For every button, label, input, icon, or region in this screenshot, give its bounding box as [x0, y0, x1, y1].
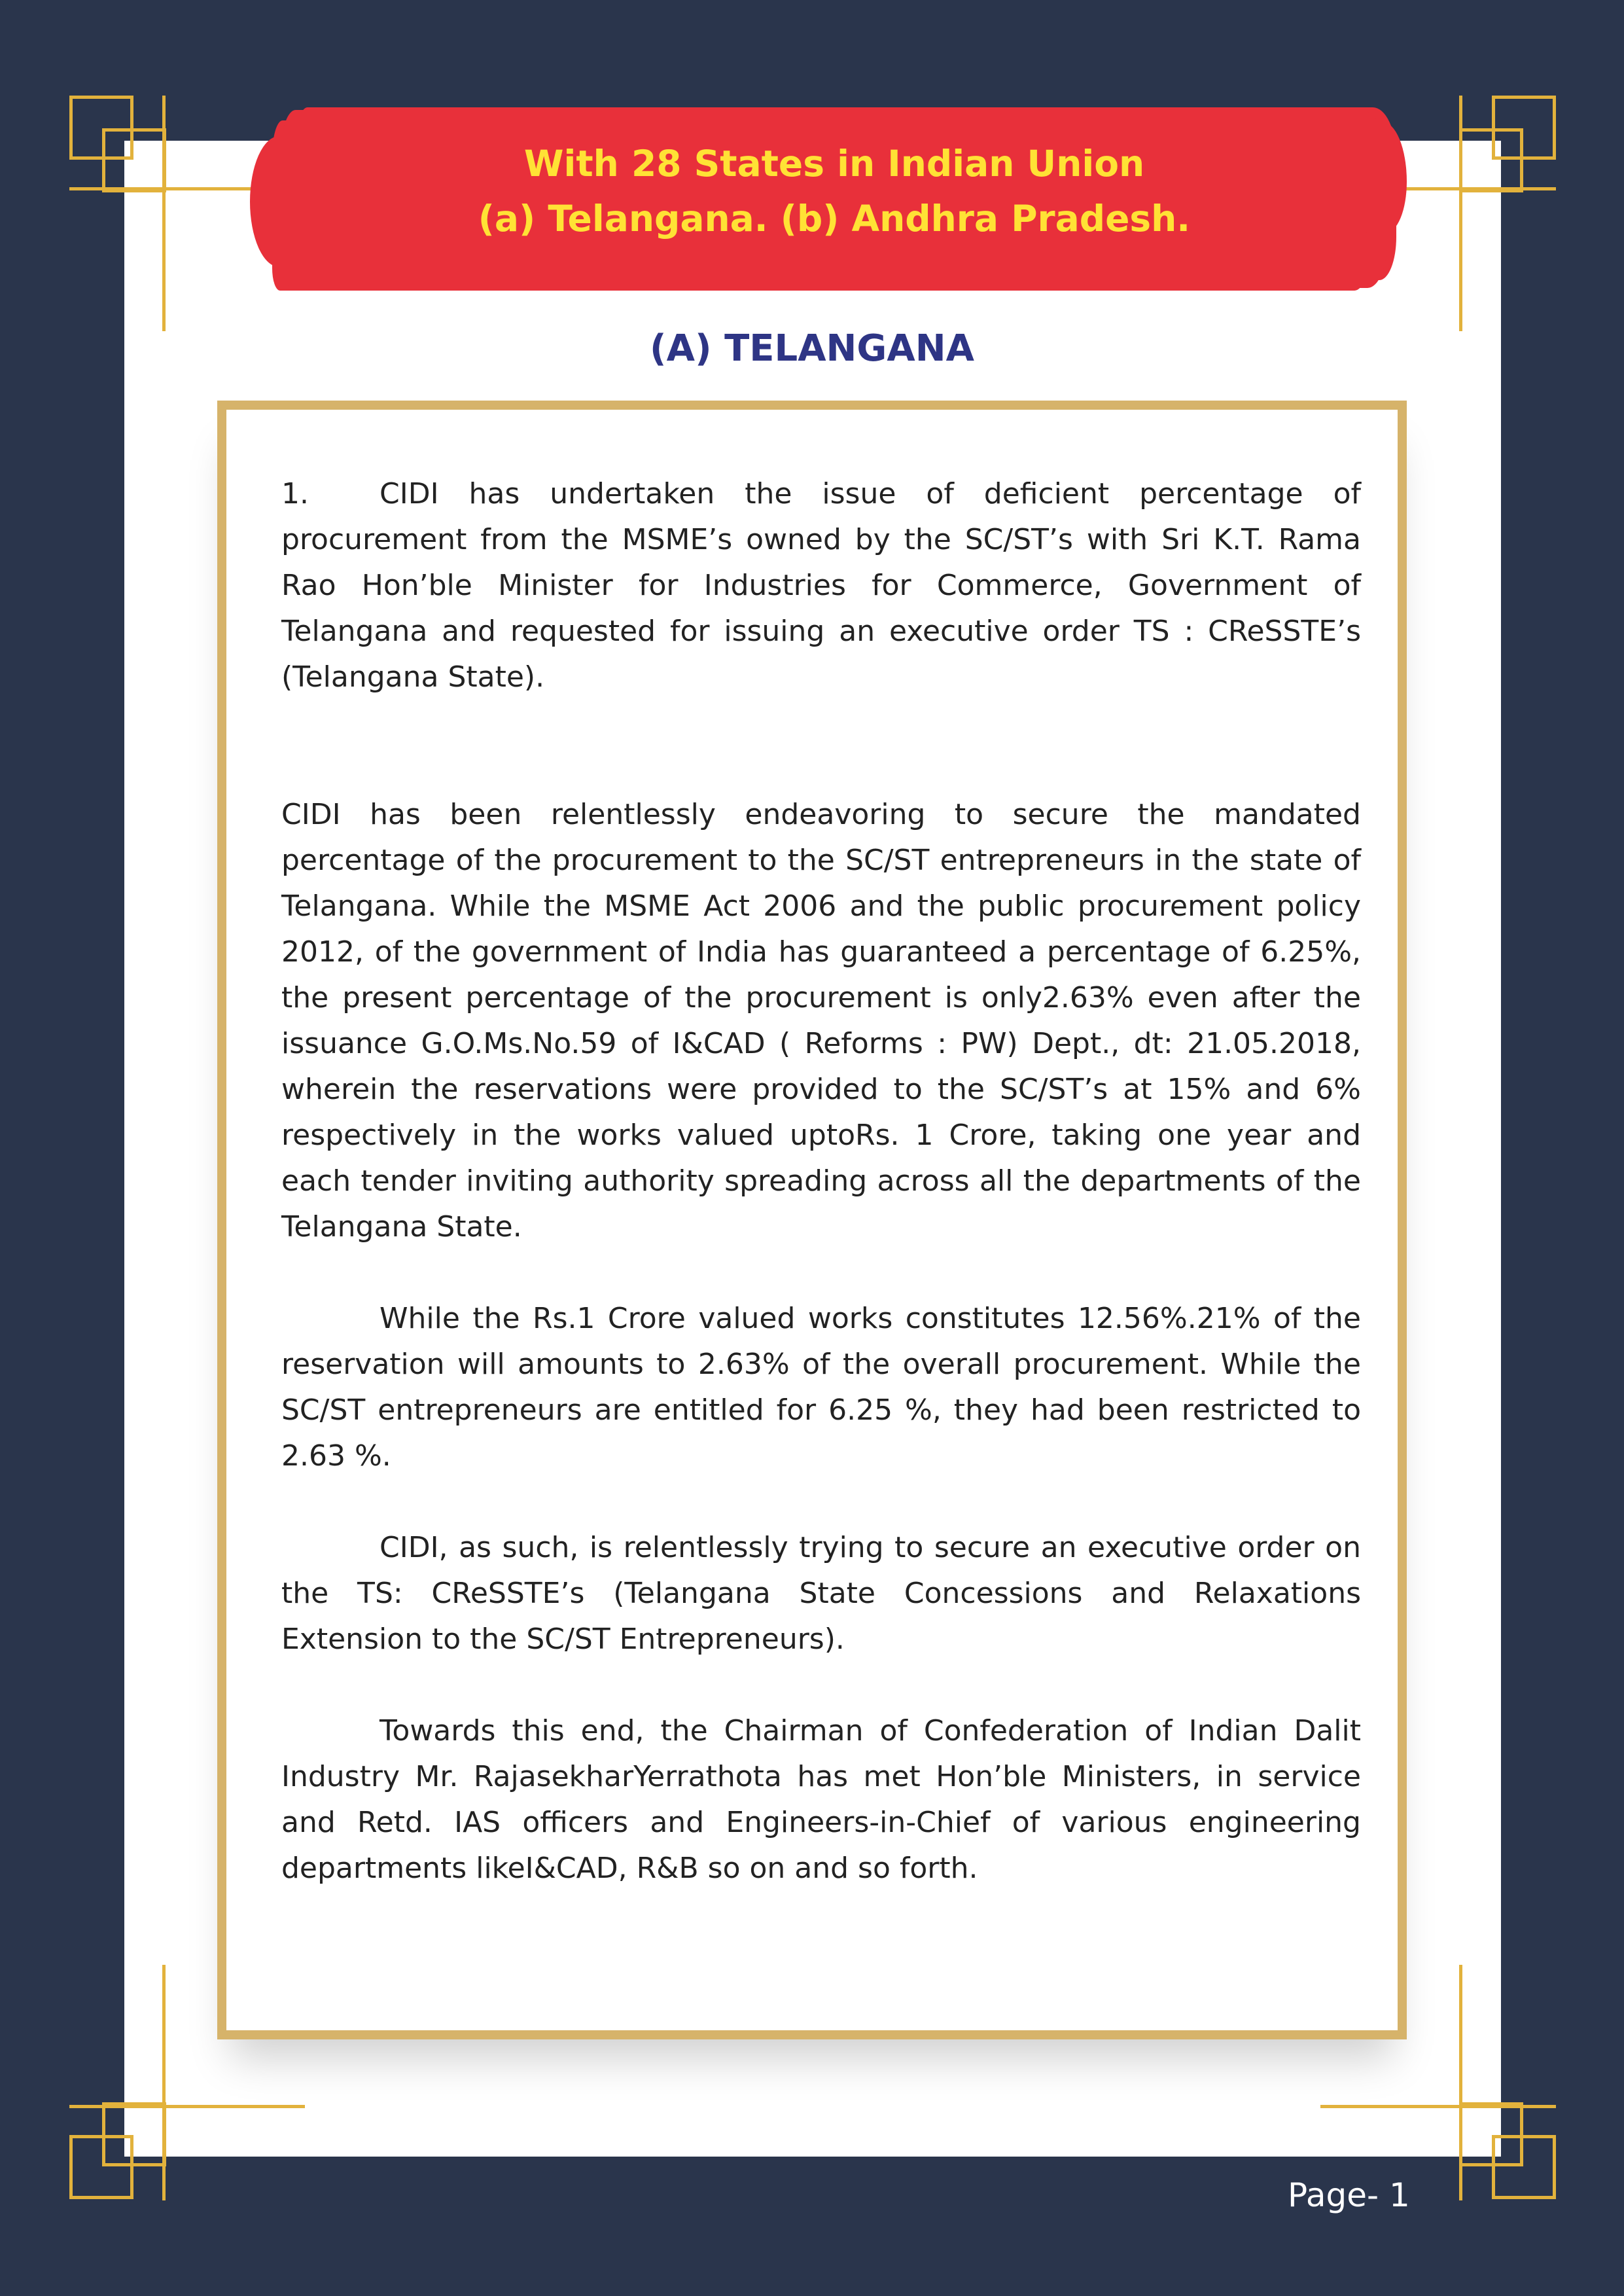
banner-text: [281, 136, 1387, 246]
paragraph-1-text: CIDI has undertaken the issue of deficient percentage of procurement from the MSME’s owned by the SC/ST’s with Sri K.T. Rama Rao Hon’ble Minister for Industries for Commerce, Government of Telangana and requested for issuing an executive order TS : CReSSTE’s (Telangana State).: [281, 477, 1361, 694]
paragraph-2: CIDI has been relentlessly endeavoring to secure the mandated percentage of the procurement to the SC/ST entrepreneurs in the state of Telangana. While the MSME Act 2006 and the public procurement policy 2012, of the government of India has guaranteed a percentage of 6.25%, the present percentage of the procurement is only2.63% even after the issuance G.O.Ms.No.59 of I&CAD ( Reforms : PW) Dept., dt: 21.05.2018, wherein the reservations were provided to the SC/ST’s at 15% and 6% respectively in the works valued uptoRs. 1 Crore, taking one year and each tender inviting authority spreading across all the departments of the Telangana State.: [281, 798, 1361, 1244]
corner-ornament-top-left-inner: [102, 128, 166, 192]
spacer: [281, 1479, 1361, 1525]
corner-ornament-bottom-right-inner: [1459, 2102, 1523, 2166]
spacer: [281, 1662, 1361, 1708]
ornament-line: [1459, 96, 1462, 331]
paragraph-number: 1.: [281, 477, 309, 511]
header-banner: [281, 110, 1387, 288]
spacer: [281, 700, 1361, 792]
corner-ornament-top-right-inner: [1459, 128, 1523, 192]
ornament-line: [162, 1965, 166, 2200]
paragraph-3: While the Rs.1 Crore valued works constitutes 12.56%.21% of the reservation will amounts to 2.63% of the overall procurement. While the SC/ST entrepreneurs are entitled for 6.25 %, they had been restricted to 2.63 %.: [281, 1302, 1361, 1473]
body-text: [281, 471, 1361, 1892]
corner-ornament-bottom-left-inner: [102, 2102, 166, 2166]
paragraph-1: [281, 471, 1361, 700]
content-frame: [217, 401, 1407, 2039]
banner-line-2: (a) Telangana. (b) Andhra Pradesh.: [478, 198, 1191, 240]
ornament-line: [69, 2105, 305, 2108]
ornament-line: [162, 96, 166, 331]
ornament-line: [1320, 2105, 1556, 2108]
banner-line-1: With 28 States in Indian Union: [523, 143, 1145, 185]
page-number: Page- 1: [1288, 2176, 1410, 2214]
paragraph-4: CIDI, as such, is relentlessly trying to secure an executive order on the TS: CReSSTE’s (Telangana State Concessions and Relaxations Extension to the SC/ST Entrepreneurs).: [281, 1531, 1361, 1656]
section-title: (A) TELANGANA: [650, 327, 974, 370]
ornament-line: [1459, 1965, 1462, 2200]
spacer: [281, 1250, 1361, 1296]
paragraph-5: Towards this end, the Chairman of Confederation of Indian Dalit Industry Mr. RajasekharYerrathota has met Hon’ble Ministers, in service and Retd. IAS officers and Engineers-in-Chief of various engineering departments likeI&CAD, R&B so on and so forth.: [281, 1714, 1361, 1885]
